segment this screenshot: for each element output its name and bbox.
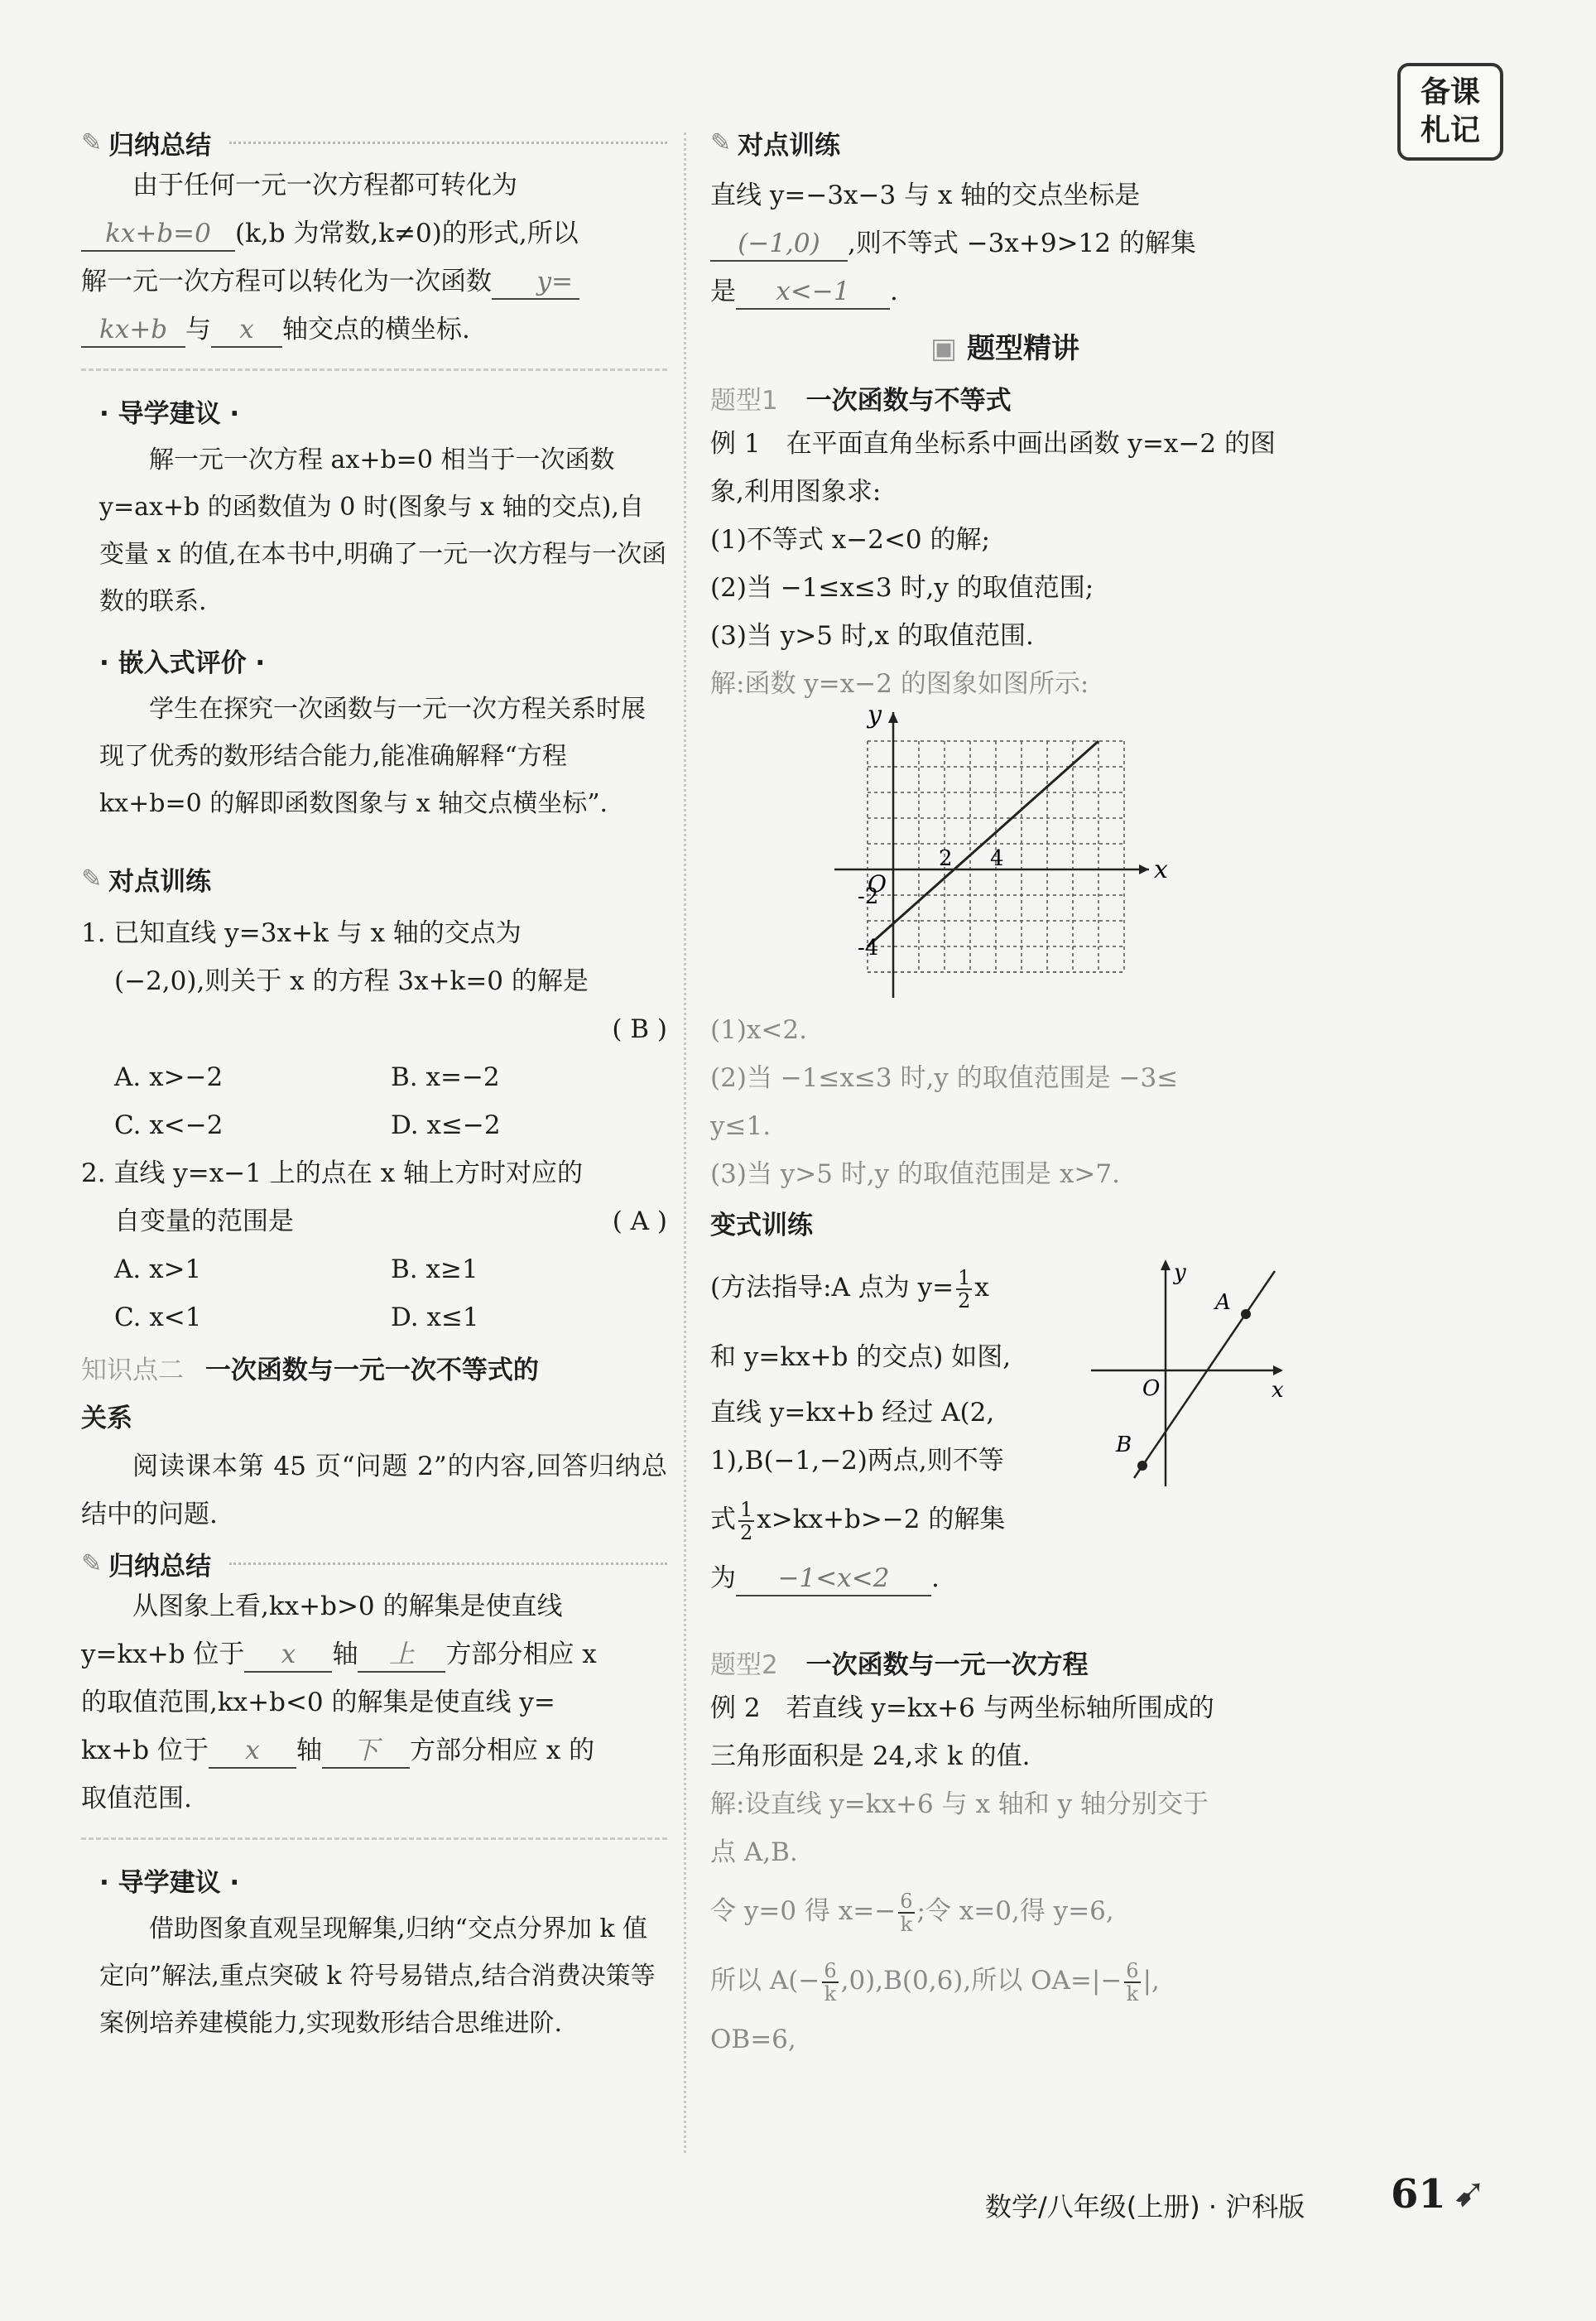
- solution-2-line4: [710, 1946, 1300, 2015]
- solution-text: ,0),B(0,6),所以 OA=|−: [840, 1966, 1122, 1996]
- variant-text-part: 为: [710, 1563, 736, 1593]
- option-d: D. x≤1: [391, 1303, 479, 1332]
- fraction-denominator: k: [824, 1982, 837, 2006]
- variant-line5: [710, 1485, 1091, 1554]
- answer-blank: x: [211, 313, 282, 348]
- function-line: [1134, 1271, 1275, 1478]
- guide-heading: · 导学建议 ·: [99, 399, 240, 429]
- corner-arrow-icon: ➹: [1453, 2169, 1487, 2216]
- fraction: [956, 1267, 972, 1312]
- answer-blank: kx+b: [81, 313, 185, 348]
- example-2-line1: 例 2 若直线 y=kx+6 与两坐标轴所围成的: [710, 1693, 1214, 1723]
- fraction: [822, 1960, 838, 2005]
- variant-block: [710, 1250, 1300, 1639]
- notes-stamp: [1397, 63, 1503, 161]
- section-icon: ▣: [930, 332, 958, 365]
- stamp-line1: 备课: [1420, 75, 1480, 109]
- option-a: A. x>1: [114, 1254, 202, 1284]
- answer-blank: x: [209, 1734, 296, 1769]
- left-column: [81, 124, 667, 2047]
- summary-text: 轴交点的横坐标.: [282, 315, 470, 344]
- summary2-line5: 取值范围.: [81, 1784, 192, 1813]
- summary-line1: 由于任何一元一次方程都可转化为: [132, 171, 517, 200]
- pencil-icon: ✎: [81, 128, 103, 157]
- knowledge-point-tag: 知识点二: [81, 1356, 184, 1385]
- tick-label-neg2: -2: [858, 884, 879, 909]
- question-1-options-row1: [81, 1053, 667, 1101]
- question-2-line1: 2. 直线 y=x−1 上的点在 x 轴上方时对应的: [81, 1158, 583, 1188]
- variant-line3: 直线 y=kx+b 经过 A(2,: [710, 1398, 995, 1428]
- summary-line4: [81, 306, 667, 354]
- guide-text: 解一元一次方程 ax+b=0 相当于一次函数 y=ax+b 的函数值为 0 时(图象与 x 轴的交点),自变量 x 的值,在本书中,明确了一元一次方程与一次函数的联系.: [99, 445, 667, 616]
- section-heading: [710, 325, 1300, 366]
- solution-text: |,: [1142, 1966, 1160, 1996]
- summary-title: 归纳总结: [108, 131, 212, 161]
- variant-line4: 1),B(−1,−2)两点,则不等: [710, 1446, 1004, 1476]
- practice-title: 对点训练: [738, 131, 841, 161]
- variant-text-part: 式: [710, 1505, 736, 1534]
- origin-label: O: [868, 870, 887, 898]
- question-2-line2: [81, 1197, 667, 1245]
- summary-line3: [81, 258, 667, 306]
- option-a: A. x>−2: [114, 1062, 224, 1092]
- answer-2a: (2)当 −1≤x≤3 时,y 的取值范围是 −3≤: [710, 1063, 1179, 1093]
- summary-text: kx+b 位于: [81, 1736, 209, 1765]
- question-1-line2: [81, 957, 667, 1005]
- dashed-separator: [81, 1837, 667, 1840]
- example-1-solution: 解:函数 y=x−2 的图象如图所示:: [710, 669, 1089, 699]
- knowledge-point-2-text: 阅读课本第 45 页“问题 2”的内容,回答归纳总结中的问题.: [81, 1452, 667, 1529]
- stamp-line2: 札记: [1420, 113, 1480, 147]
- answer-blank: −1<x<2: [736, 1562, 931, 1596]
- fraction-numerator: 1: [958, 1265, 971, 1289]
- fraction-denominator: k: [900, 1912, 913, 1936]
- variant-heading: [710, 1201, 1300, 1250]
- summary-text: 方部分相应 x: [445, 1640, 597, 1669]
- summary-text: 轴: [296, 1736, 322, 1765]
- y-axis-label: y: [1174, 1260, 1186, 1285]
- solution-2-line3: [710, 1876, 1300, 1946]
- fraction-denominator: 2: [740, 1520, 753, 1544]
- variant-title: 变式训练: [710, 1211, 813, 1240]
- variant-text: [710, 1250, 1091, 1602]
- type-title: 一次函数与不等式: [805, 386, 1012, 416]
- fraction-numerator: 6: [824, 1958, 837, 1982]
- fraction: [738, 1499, 754, 1543]
- option-b: B. x≥1: [391, 1254, 478, 1284]
- solution-2-line1: 解:设直线 y=kx+6 与 x 轴和 y 轴分别交于: [710, 1789, 1209, 1819]
- fraction-numerator: 6: [900, 1889, 913, 1913]
- summary-text: 轴: [332, 1640, 358, 1669]
- practice-line2: [710, 219, 1300, 267]
- origin-label: O: [1142, 1376, 1161, 1401]
- summary-text: 解一元一次方程可以转化为一次函数: [81, 267, 492, 296]
- answer-2b: y≤1.: [710, 1111, 772, 1141]
- question-2-options-row2: [81, 1293, 667, 1341]
- y-axis-arrow: [1161, 1259, 1171, 1270]
- practice-text: 是: [710, 277, 736, 306]
- example-1-q2: (2)当 −1≤x≤3 时,y 的取值范围;: [710, 573, 1094, 603]
- variant-text-part: .: [931, 1563, 940, 1593]
- answer-blank: (−1,0): [710, 227, 848, 262]
- variant-text-part: x>kx+b>−2 的解集: [757, 1505, 1006, 1534]
- guide2-text: 借助图象直观呈现解集,归纳“交点分界加 k 值定向”解法,重点突破 k 符号易错点,结合消费决策等案例培养建模能力,实现数形结合思维进阶.: [99, 1914, 656, 2038]
- answer-blank: x: [244, 1638, 332, 1673]
- x-axis-arrow: [1273, 1365, 1283, 1375]
- question-text: (−2,0),则关于 x 的方程 3x+k=0 的解是: [114, 966, 589, 996]
- option-c: C. x<1: [114, 1303, 202, 1332]
- question-1-line1: 1. 已知直线 y=3x+k 与 x 轴的交点为: [81, 918, 522, 948]
- question-2-answer: ( A ): [612, 1206, 667, 1236]
- dotted-rule: [229, 1563, 667, 1565]
- practice-title: 对点训练: [108, 867, 212, 897]
- practice-heading: [81, 860, 667, 898]
- type-1-heading: [710, 379, 1300, 417]
- question-1-answer: ( B ): [612, 1014, 667, 1044]
- point-b-label: B: [1116, 1433, 1132, 1457]
- answer-blank: x<−1: [736, 275, 890, 310]
- pencil-icon: ✎: [81, 1549, 103, 1578]
- practice-line3: [710, 267, 1300, 315]
- summary2-title: 归纳总结: [108, 1552, 212, 1582]
- summary2-heading: [81, 1545, 667, 1582]
- practice-line1: 直线 y=−3x−3 与 x 轴的交点坐标是: [710, 181, 1141, 210]
- variant-line2: 和 y=kx+b 的交点) 如图,: [710, 1342, 1012, 1372]
- eval-heading: · 嵌入式评价 ·: [99, 648, 266, 678]
- tick-label-4: 4: [990, 846, 1004, 871]
- fraction-denominator: 2: [958, 1288, 971, 1312]
- knowledge-point-title: 关系: [81, 1404, 132, 1433]
- solution-2-line5: OB=6,: [710, 2025, 796, 2054]
- answer-blank: kx+b=0: [81, 217, 235, 252]
- answer-3: (3)当 y>5 时,y 的取值范围是 x>7.: [710, 1159, 1120, 1189]
- page-footer: 数学/八年级(上册) · 沪科版: [985, 2191, 1305, 2222]
- pencil-icon: ✎: [81, 864, 103, 893]
- answer-1: (1)x<2.: [710, 1015, 807, 1045]
- summary-line2: [81, 209, 667, 258]
- variant-text-part: (方法指导:A 点为 y=: [710, 1273, 954, 1303]
- solution-text: 令 y=0 得 x=−: [710, 1896, 897, 1926]
- summary2-line1: 从图象上看,kx+b>0 的解集是使直线: [132, 1591, 563, 1621]
- fraction-denominator: k: [1126, 1982, 1139, 2006]
- practice-text: ,则不等式 −3x+9>12 的解集: [848, 229, 1196, 258]
- graph-y-equals-x-minus-2: [834, 708, 1182, 1006]
- x-axis-arrow: [1139, 864, 1149, 874]
- variant-line1: [710, 1250, 1091, 1326]
- dashed-separator: [81, 368, 667, 371]
- tick-label-neg4: -4: [858, 936, 879, 961]
- section-title: 题型精讲: [966, 332, 1079, 365]
- right-column: [710, 124, 1300, 2063]
- knowledge-point-2-heading: [81, 1346, 667, 1394]
- knowledge-point-2-heading-2: [81, 1394, 667, 1442]
- question-1-options-row2: [81, 1101, 667, 1149]
- type-title: 一次函数与一元一次方程: [805, 1650, 1089, 1680]
- summary2-line4: [81, 1726, 667, 1774]
- y-axis-label: y: [868, 708, 882, 730]
- example-1-text: 例 1 在平面直角坐标系中画出函数 y=x−2 的图象,利用图象求:: [710, 429, 1276, 507]
- type-tag: 题型2: [710, 1650, 778, 1680]
- answer-blank: 下: [322, 1734, 410, 1769]
- answer-blank: 上: [358, 1638, 445, 1673]
- example-1-q3: (3)当 y>5 时,x 的取值范围.: [710, 621, 1034, 651]
- fraction: [898, 1890, 914, 1935]
- eval-text: 学生在探究一次函数与一元一次方程关系时展现了优秀的数形结合能力,能准确解释“方程 kx+b=0 的解即函数图象与 x 轴交点横坐标”.: [99, 695, 646, 818]
- question-text: 自变量的范围是: [114, 1206, 294, 1236]
- solution-text: 所以 A(−: [710, 1966, 820, 1996]
- fraction: [1124, 1960, 1140, 2005]
- solution-text: ;令 x=0,得 y=6,: [916, 1896, 1114, 1926]
- answer-blank: y=: [492, 265, 579, 300]
- x-axis-label: x: [1272, 1378, 1284, 1403]
- type-tag: 题型1: [710, 386, 778, 416]
- question-2-options-row1: [81, 1245, 667, 1293]
- tick-label-2: 2: [939, 846, 953, 871]
- fraction-numerator: 1: [740, 1497, 753, 1521]
- summary-heading: [81, 124, 667, 161]
- x-axis-label: x: [1154, 855, 1168, 884]
- option-d: D. x≤−2: [391, 1110, 501, 1140]
- example-1-q1: (1)不等式 x−2<0 的解;: [710, 525, 990, 555]
- summary-text: (k,b 为常数,k≠0)的形式,所以: [235, 219, 579, 248]
- guide2-heading: · 导学建议 ·: [99, 1868, 240, 1898]
- point-a: [1241, 1309, 1251, 1319]
- practice-text: .: [890, 277, 898, 306]
- variant-graph: [1091, 1254, 1298, 1503]
- summary-text: 与: [185, 315, 211, 344]
- knowledge-point-title: 一次函数与一元一次不等式的: [204, 1356, 539, 1385]
- point-b: [1137, 1461, 1147, 1471]
- pencil-icon: ✎: [710, 128, 732, 157]
- type-2-heading: [710, 1644, 1300, 1681]
- summary-text: y=kx+b 位于: [81, 1640, 245, 1669]
- summary2-line2: [81, 1630, 667, 1678]
- solution-2-line2: 点 A,B.: [710, 1837, 798, 1867]
- point-a-label: A: [1215, 1290, 1231, 1315]
- column-divider: [684, 132, 686, 2153]
- summary-text: 方部分相应 x 的: [409, 1736, 595, 1765]
- summary2-line3: 的取值范围,kx+b<0 的解集是使直线 y=: [81, 1688, 555, 1717]
- variant-line6: [710, 1554, 1091, 1602]
- example-2-line2: 三角形面积是 24,求 k 的值.: [710, 1741, 1031, 1771]
- page-number: 61: [1391, 2171, 1446, 2217]
- variant-text-part: x: [974, 1273, 989, 1303]
- dotted-rule: [229, 142, 667, 144]
- fraction-numerator: 6: [1126, 1958, 1139, 1982]
- option-b: B. x=−2: [391, 1062, 500, 1092]
- option-c: C. x<−2: [114, 1110, 224, 1140]
- practice-heading-right: [710, 124, 1300, 161]
- y-axis-arrow: [888, 712, 898, 723]
